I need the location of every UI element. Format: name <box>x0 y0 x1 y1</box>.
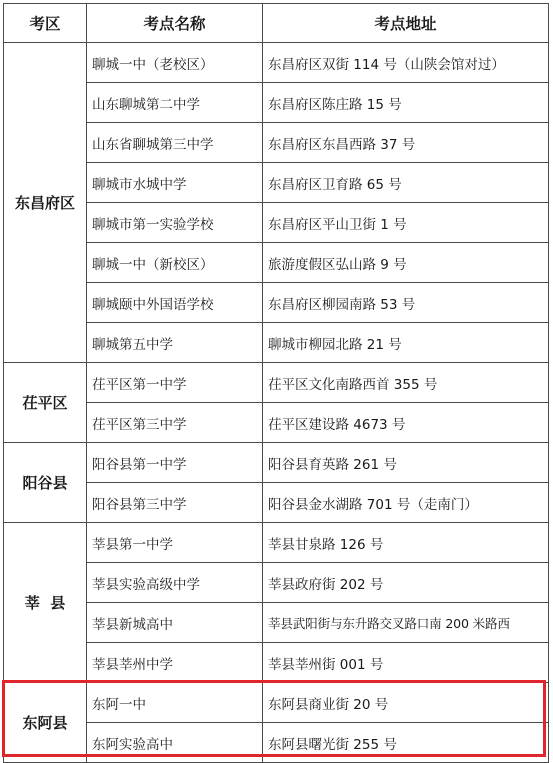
site-address-cell: 莘县甘泉路 126 号 <box>263 523 549 563</box>
header-site-address: 考点地址 <box>263 4 549 43</box>
site-address-cell: 东昌府区柳园南路 53 号 <box>263 283 549 323</box>
site-name-cell: 莘县第一中学 <box>87 523 263 563</box>
site-name-cell: 阳谷县第一中学 <box>87 443 263 483</box>
site-address-cell: 东昌府区平山卫街 1 号 <box>263 203 549 243</box>
site-name-cell: 莘县新城高中 <box>87 603 263 643</box>
site-name-cell: 莘县莘州中学 <box>87 643 263 683</box>
site-address-cell: 阳谷县金水湖路 701 号（走南门） <box>263 483 549 523</box>
site-name-cell: 聊城第五中学 <box>87 323 263 363</box>
site-name-cell: 聊城市水城中学 <box>87 163 263 203</box>
site-name-cell: 茌平区第一中学 <box>87 363 263 403</box>
site-address-cell: 莘县武阳街与东升路交叉路口南 200 米路西 <box>263 603 549 643</box>
site-name-cell: 山东聊城第二中学 <box>87 83 263 123</box>
site-address-cell: 莘县政府街 202 号 <box>263 563 549 603</box>
header-row <box>4 4 549 43</box>
district-cell: 东阿县 <box>4 683 87 763</box>
site-address-cell: 东阿县曙光街 255 号 <box>263 723 549 763</box>
site-address-cell: 东昌府区双街 114 号（山陕会馆对过） <box>263 43 549 83</box>
site-name-cell: 东阿一中 <box>87 683 263 723</box>
site-address-cell: 茌平区文化南路西首 355 号 <box>263 363 549 403</box>
district-cell: 莘 县 <box>4 523 87 683</box>
site-name-cell: 阳谷县第三中学 <box>87 483 263 523</box>
exam-sites-table <box>3 3 549 763</box>
site-name-cell: 东阿实验高中 <box>87 723 263 763</box>
site-address-cell: 东阿县商业街 20 号 <box>263 683 549 723</box>
table-row <box>4 43 549 83</box>
table-row <box>4 443 549 483</box>
site-address-cell: 莘县莘州街 001 号 <box>263 643 549 683</box>
district-cell: 茌平区 <box>4 363 87 443</box>
site-name-cell: 聊城一中（老校区） <box>87 43 263 83</box>
site-address-cell: 茌平区建设路 4673 号 <box>263 403 549 443</box>
site-name-cell: 山东省聊城第三中学 <box>87 123 263 163</box>
table-row <box>4 363 549 403</box>
site-address-cell: 旅游度假区弘山路 9 号 <box>263 243 549 283</box>
site-name-cell: 聊城一中（新校区） <box>87 243 263 283</box>
site-name-cell: 聊城市第一实验学校 <box>87 203 263 243</box>
table-row <box>4 683 549 723</box>
district-cell: 阳谷县 <box>4 443 87 523</box>
site-name-cell: 莘县实验高级中学 <box>87 563 263 603</box>
table-row <box>4 523 549 563</box>
site-address-cell: 东昌府区卫育路 65 号 <box>263 163 549 203</box>
site-name-cell: 聊城颐中外国语学校 <box>87 283 263 323</box>
header-site-name: 考点名称 <box>87 4 263 43</box>
site-name-cell: 茌平区第三中学 <box>87 403 263 443</box>
header-district: 考区 <box>4 4 87 43</box>
site-address-cell: 东昌府区陈庄路 15 号 <box>263 83 549 123</box>
district-cell: 东昌府区 <box>4 43 87 363</box>
site-address-cell: 聊城市柳园北路 21 号 <box>263 323 549 363</box>
site-address-cell: 阳谷县育英路 261 号 <box>263 443 549 483</box>
site-address-cell: 东昌府区东昌西路 37 号 <box>263 123 549 163</box>
